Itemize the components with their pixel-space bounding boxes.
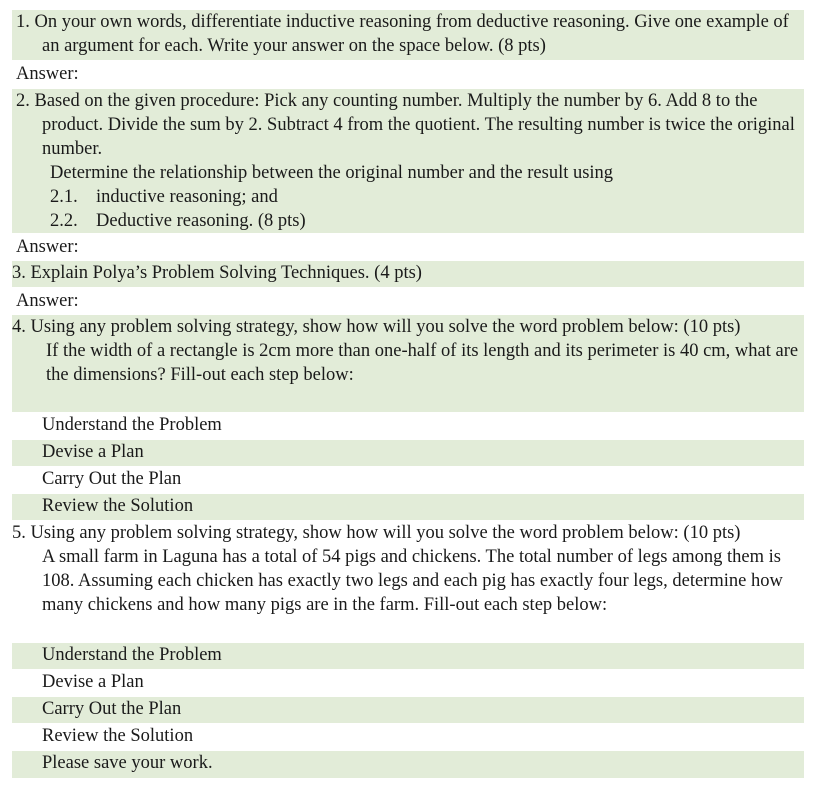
q4-step-carry-out: Carry Out the Plan [12,467,804,493]
item-number: 2.1. [50,187,78,207]
question-2-determine: Determine the relationship between the original number and the result using [50,163,614,183]
q5-step-understand: Understand the Problem [12,643,804,669]
q4-step-devise: Devise a Plan [12,440,804,466]
q5-step-carry-out: Carry Out the Plan [12,697,804,723]
question-2 [12,89,804,233]
item-text: Deductive reasoning. (8 pts) [96,211,306,231]
question-3: 3. Explain Polya’s Problem Solving Techniques. (4 pts) [12,261,804,287]
item-number: 2.2. [50,211,78,231]
question-4 [12,315,804,412]
question-5-problem: A small farm in Laguna has a total of 54 pigs and chickens. The total number of legs among them is 108. Assuming each chicken has exactly two legs and each pig has exactly four legs, determine how many chickens and how many pigs are in the farm. Fill-out each step below: [42,547,783,615]
question-4-text: 4. Using any problem solving strategy, show how will you solve the word problem below: (10 pts) [12,317,741,337]
q5-step-devise: Devise a Plan [12,670,804,696]
q4-step-understand: Understand the Problem [12,413,804,439]
question-2-item-2 [12,209,804,233]
question-4-problem: If the width of a rectangle is 2cm more than one-half of its length and its perimeter is 40 cm, what are the dimensions? Fill-out each step below: [46,341,799,385]
answer-label-2: Answer: [12,235,804,259]
answer-label-3: Answer: [12,289,804,313]
question-2-item-1 [12,185,804,209]
q5-step-review: Review the Solution [12,724,804,750]
answer-label-1: Answer: [12,62,804,86]
item-text: inductive reasoning; and [96,187,278,207]
q4-step-review: Review the Solution [12,494,804,520]
question-2-text: 2. Based on the given procedure: Pick any counting number. Multiply the number by 6. Add 8 to the product. Divide the sum by 2. Subtract 4 from the quotient. The resulting number is twice the original number. [16,91,795,159]
question-1: 1. On your own words, differentiate inductive reasoning from deductive reasoning. Give one example of an argument for each. Write your answer on the space below. (8 pts) [12,10,804,60]
question-5 [12,521,804,641]
question-5-text: 5. Using any problem solving strategy, show how will you solve the word problem below: (10 pts) [12,523,741,543]
closing-note: Please save your work. [12,751,804,778]
